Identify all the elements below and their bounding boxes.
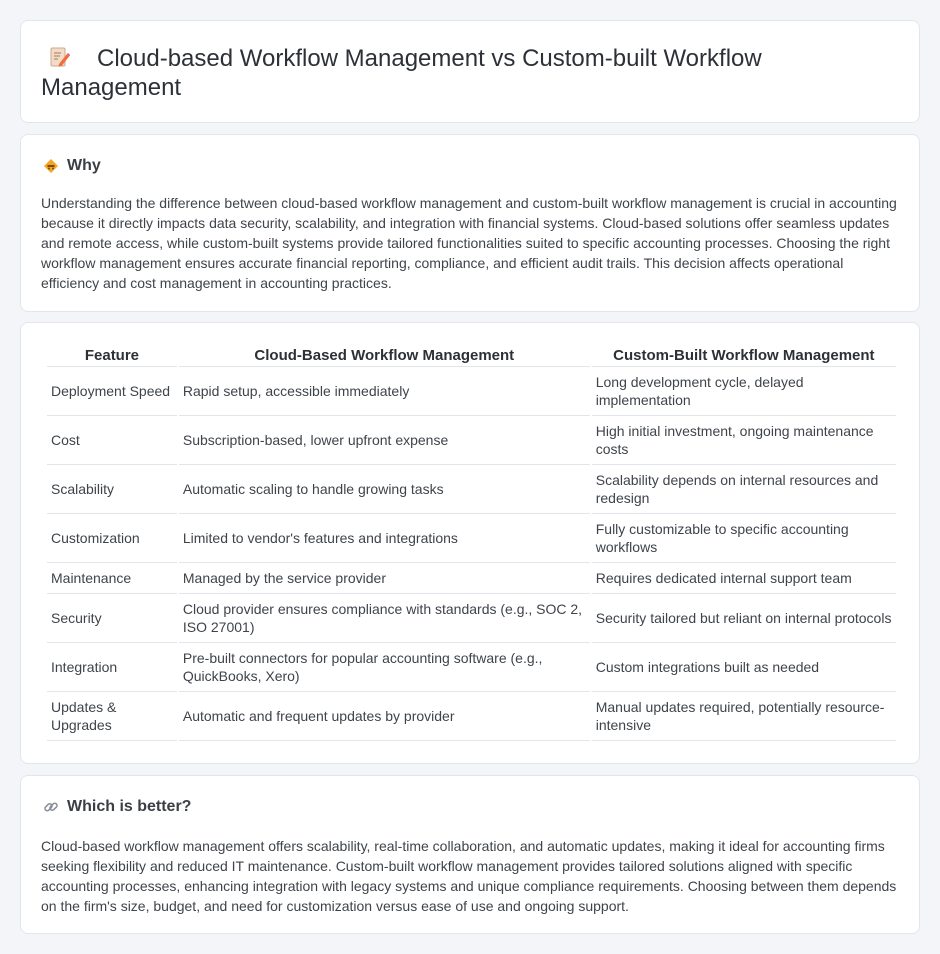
cell-custom: Fully customizable to specific accounting workflows <box>592 514 896 563</box>
cell-custom: Security tailored but reliant on internal protocols <box>592 594 896 643</box>
warning-sign-icon <box>43 158 59 174</box>
header-custom: Custom-Built Workflow Management <box>592 345 896 367</box>
cell-feature: Maintenance <box>47 563 177 594</box>
cell-cloud: Pre-built connectors for popular accounting software (e.g., QuickBooks, Xero) <box>179 643 590 692</box>
cell-feature: Security <box>47 594 177 643</box>
cell-custom: Scalability depends on internal resources and redesign <box>592 465 896 514</box>
table-row <box>47 416 896 465</box>
cell-feature: Cost <box>47 416 177 465</box>
cell-cloud: Limited to vendor's features and integrations <box>179 514 590 563</box>
why-text: Understanding the difference between cloud-based workflow management and custom-built workflow management is crucial in accounting because it directly impacts data security, scalability, and integration with financial systems. Cloud-based solutions offer seamless updates and remote access, while custom-built systems provide tailored functionalities suited to specific accounting processes. Choosing the right workflow management ensures accurate financial reporting, compliance, and efficient audit trails. This decision affects operational efficiency and cost management in accounting practices. <box>41 195 897 291</box>
cell-cloud: Rapid setup, accessible immediately <box>179 367 590 416</box>
cell-custom: High initial investment, ongoing maintenance costs <box>592 416 896 465</box>
cell-custom: Manual updates required, potentially resource-intensive <box>592 692 896 741</box>
cell-cloud: Automatic scaling to handle growing tasks <box>179 465 590 514</box>
cell-feature: Scalability <box>47 465 177 514</box>
cell-custom: Long development cycle, delayed implementation <box>592 367 896 416</box>
title-card <box>20 20 920 123</box>
comparison-card <box>20 322 920 764</box>
cell-feature: Integration <box>47 643 177 692</box>
page-title <box>41 44 901 102</box>
better-heading <box>43 798 191 816</box>
cell-feature: Customization <box>47 514 177 563</box>
cell-cloud: Managed by the service provider <box>179 563 590 594</box>
cell-custom: Custom integrations built as needed <box>592 643 896 692</box>
page-title-text: Cloud-based Workflow Management vs Custom-built Workflow Management <box>41 45 762 101</box>
why-heading-label: Why <box>67 157 101 174</box>
cell-feature: Deployment Speed <box>47 367 177 416</box>
table-row <box>47 594 896 643</box>
cell-cloud: Automatic and frequent updates by provider <box>179 692 590 741</box>
table-row <box>47 563 896 594</box>
cell-feature: Updates & Upgrades <box>47 692 177 741</box>
why-card <box>20 134 920 312</box>
why-heading <box>43 157 101 175</box>
header-cloud: Cloud-Based Workflow Management <box>179 345 590 367</box>
cell-cloud: Cloud provider ensures compliance with standards (e.g., SOC 2, ISO 27001) <box>179 594 590 643</box>
table-row <box>47 465 896 514</box>
table-row <box>47 643 896 692</box>
cell-custom: Requires dedicated internal support team <box>592 563 896 594</box>
table-row <box>47 692 896 741</box>
table-header-row <box>47 345 896 367</box>
cell-cloud: Subscription-based, lower upfront expense <box>179 416 590 465</box>
table-row <box>47 514 896 563</box>
comparison-table <box>45 345 898 741</box>
table-row <box>47 367 896 416</box>
memo-pencil-icon <box>47 45 71 69</box>
link-icon <box>43 799 59 815</box>
better-text: Cloud-based workflow management offers scalability, real-time collaboration, and automatic updates, making it ideal for accounting firms seeking flexibility and reduced IT maintenance. Custom-built workflow management provides tailored solutions aligned with specific accounting processes, enhancing integration with legacy systems and unique compliance requirements. Choosing between them depends on the firm's size, budget, and need for customization versus ease of use and ongoing support. <box>41 838 897 914</box>
better-card <box>20 775 920 934</box>
header-feature: Feature <box>47 345 177 367</box>
better-heading-label: Which is better? <box>67 798 192 815</box>
